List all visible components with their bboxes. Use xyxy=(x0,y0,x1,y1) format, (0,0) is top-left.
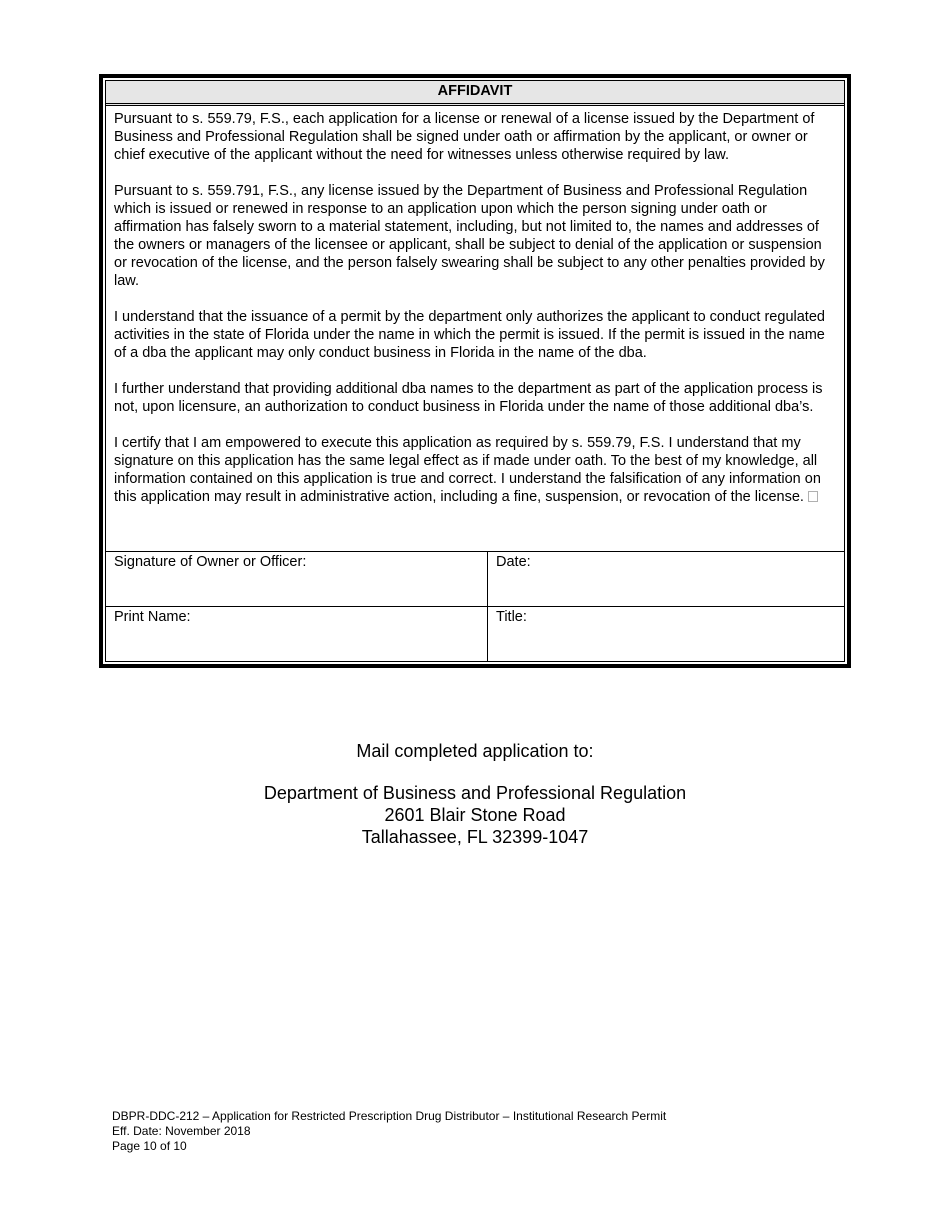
date-label: Date: xyxy=(496,554,531,570)
mailing-city: Tallahassee, FL 32399-1047 xyxy=(361,827,589,847)
title-field[interactable] xyxy=(488,607,844,661)
certification-statement xyxy=(114,434,836,506)
affidavit-title: AFFIDAVIT xyxy=(106,81,844,106)
certification-text: I certify that I am empowered to execute this application as required by s. 559.79, F.S. I understand that my signature on this application has the same legal effect as if made under oath. To the best of my knowledge, all information contained on this application is true and correct. I understand the falsification of any information on this application may result in administrative action, including a fine, suspension, or revocation of the license. xyxy=(114,435,821,505)
print-name-label: Print Name: xyxy=(114,609,191,625)
affidavit-paragraph: I understand that the issuance of a permit by the department only authorizes the applicant to conduct regulated activities in the state of Florida under the name in which the permit is issued. If the permit is issued in the name of a dba the applicant may only conduct business in Florida in the name of the dba. xyxy=(114,309,825,361)
mailing-street: 2601 Blair Stone Road xyxy=(384,805,566,825)
mailing-address xyxy=(0,740,950,848)
date-field[interactable] xyxy=(488,552,844,606)
mailing-organization: Department of Business and Professional Regulation xyxy=(263,783,687,803)
affidavit-paragraph: Pursuant to s. 559.79, F.S., each application for a license or renewal of a license issued by the Department of Business and Professional Regulation shall be signed under oath or affirmation by the applicant, or owner or chief executive of the applicant without the need for witnesses unless otherwise required by law. xyxy=(114,111,815,163)
certify-checkbox[interactable] xyxy=(808,491,818,502)
affidavit-paragraph: I further understand that providing additional dba names to the department as part of the application process is not, upon licensure, an authorization to conduct business in Florida under the name of those additional dba’s. xyxy=(114,381,823,415)
page-number: Page 10 of 10 xyxy=(112,1139,187,1153)
page-footer xyxy=(112,1109,666,1154)
mailing-heading: Mail completed application to: xyxy=(356,741,594,761)
affidavit-body xyxy=(106,106,844,551)
affidavit-box xyxy=(105,80,845,662)
name-row xyxy=(106,606,844,661)
print-name-field[interactable] xyxy=(106,607,488,661)
effective-date: Eff. Date: November 2018 xyxy=(112,1124,251,1138)
affidavit-section xyxy=(99,74,851,668)
signature-label: Signature of Owner or Officer: xyxy=(114,554,307,570)
form-id: DBPR-DDC-212 – Application for Restricted Prescription Drug Distributor – Institutional Research Permit xyxy=(112,1109,667,1123)
signature-field[interactable] xyxy=(106,552,488,606)
title-label: Title: xyxy=(496,609,527,625)
affidavit-paragraph: Pursuant to s. 559.791, F.S., any license issued by the Department of Business and Professional Regulation which is issued or renewed in response to an application upon which the person signing under oath or affirmation has falsely sworn to a material statement, including, but not limited to, the names and addresses of the owners or managers of the licensee or applicant, shall be subject to denial of the application or suspension or revocation of the license, and the person falsely swearing shall be subject to any other penalties provided by law. xyxy=(114,183,825,289)
signature-row xyxy=(106,551,844,606)
